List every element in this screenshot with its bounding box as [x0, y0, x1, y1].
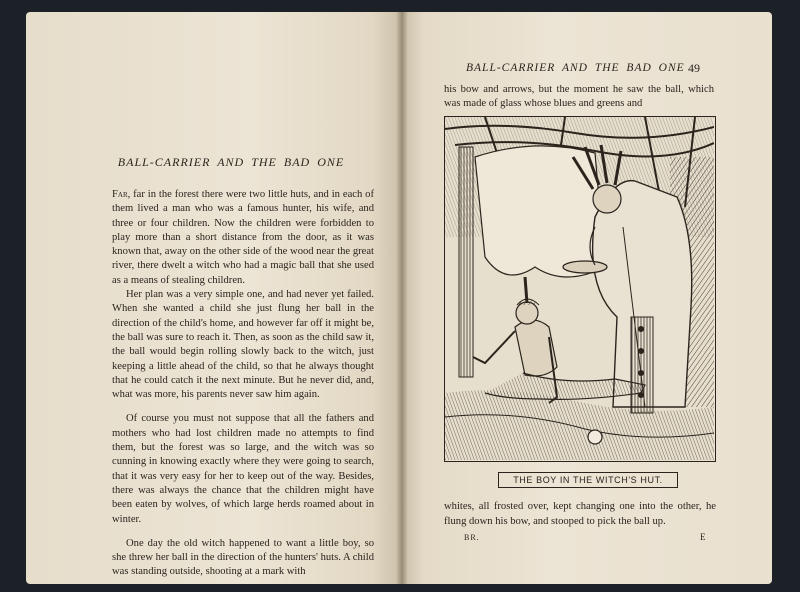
- illustration-plate: [444, 116, 716, 462]
- hanging-hide: [475, 146, 605, 277]
- paragraph: whites, all frosted over, kept changing one into the other, he flung down his bow, and stooped to pick the ball up.: [444, 501, 716, 527]
- left-page-body: [112, 188, 374, 580]
- paragraph-text: far in the forest there were two little huts, and in each of them lived a man who was a famous hunter, his wife, and three or four children. Now the children were forbidden to play more than a short distance from the door, as it was known that, away on the other side of the wood near the great river, there dwelt a witch who had a magic ball that she used as a means of stealing children.: [112, 189, 374, 286]
- chapter-heading: BALL-CARRIER AND THE BAD ONE: [117, 155, 345, 169]
- paragraph: One day the old witch happened to want a little boy, so she threw her ball in the direction of the hunters' huts. A child was standing outside, shooting at a mark with: [112, 537, 374, 578]
- book-gutter: [396, 12, 408, 584]
- paragraph: [112, 188, 374, 288]
- right-page: [402, 12, 772, 584]
- signature-mark: BR.: [464, 533, 480, 542]
- illustration-caption: THE BOY IN THE WITCH'S HUT.: [498, 472, 678, 488]
- glass-ball: [588, 430, 602, 444]
- right-top-text: [444, 83, 714, 112]
- drop-word: Far,: [112, 189, 131, 200]
- running-head: BALL-CARRIER AND THE BAD ONE: [466, 62, 685, 74]
- page-number: 49: [688, 61, 700, 75]
- paragraph: his bow and arrows, but the moment he saw the ball, which was made of glass whose blues and greens and: [444, 84, 714, 110]
- right-bottom-text: [444, 499, 716, 529]
- signature-letter: E: [700, 532, 706, 542]
- hut-post: [459, 147, 473, 377]
- paragraph: Her plan was a very simple one, and had never yet failed. When she wanted a child she just flung her ball in the direction of the child's home, and however far off it might be, the ball was sure to reach it. Then, as soon as the child saw it, the ball would begin rolling slowly back to the witch, just keeping a little ahead of the child, so that he always thought that he could catch it the next minute. But he never did, and, what was more, his parents never saw him again.: [112, 289, 374, 401]
- open-book: [26, 12, 770, 584]
- left-page: [26, 12, 402, 584]
- illustration-drawing: [445, 117, 714, 460]
- paragraph: Of course you must not suppose that all the fathers and mothers who had lost children made no attempts to find them, but the forest was so large, and the witch was so cunning in knowing exactly where they were going to search, that it was very easy for her to keep out of the way. Besides, there was always the chance that the children might have been eaten by wolves, of which large herds roamed about in winter.: [112, 413, 374, 525]
